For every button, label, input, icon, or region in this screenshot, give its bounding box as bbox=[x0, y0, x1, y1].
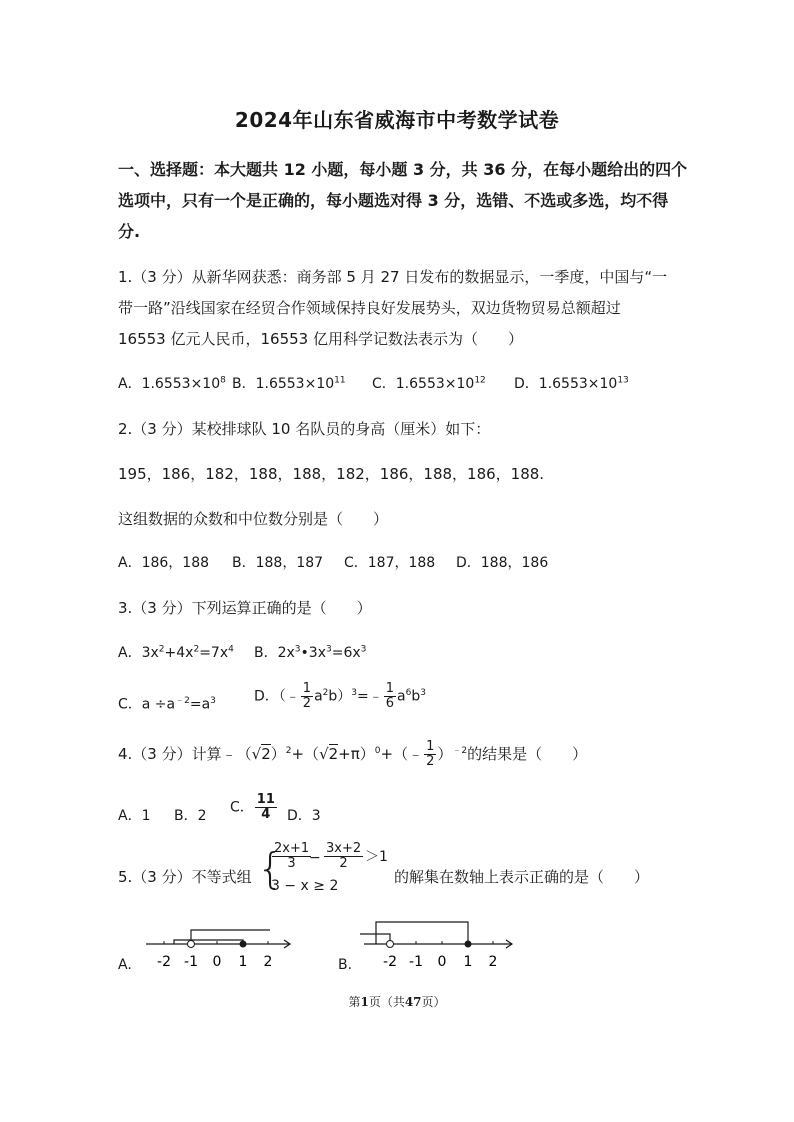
solution-ray bbox=[191, 930, 270, 944]
tick-label: -2 bbox=[157, 954, 171, 970]
question-5-stem-suffix: 的解集在数轴上表示正确的是（ ） bbox=[394, 868, 650, 886]
left-brace: { bbox=[257, 844, 284, 893]
section-heading-line-3: 分. bbox=[118, 222, 141, 241]
question-1-line-2: 带一路”沿线国家在经贸合作领域保持良好发展势头，双边货物贸易总额超过 bbox=[118, 299, 621, 317]
question-2-data: 195，186，182，188，188，182，186，188，186，188. bbox=[118, 465, 545, 483]
tick-label: 0 bbox=[437, 954, 447, 970]
q3-option-a[interactable]: A．$3x^2+4x^2=7x^4$ bbox=[118, 644, 234, 661]
q1-option-b[interactable]: B．$1.6553\times 10^{11}$ bbox=[232, 375, 346, 392]
question-5-stem-prefix: 5.（3 分）不等式组 bbox=[118, 868, 252, 886]
q4-option-d[interactable]: D．3 bbox=[287, 808, 321, 824]
q1-option-d[interactable]: D．$1.6553\times 10^{13}$ bbox=[514, 375, 629, 392]
question-3-stem: 3.（3 分）下列运算正确的是（ ） bbox=[118, 599, 372, 617]
number-line-a bbox=[140, 920, 300, 976]
question-1-line-1: 1.（3 分）从新华网获悉：商务部 5 月 27 日发布的数据显示，一季度，中国与“一 bbox=[118, 268, 668, 286]
closed-point bbox=[465, 941, 472, 948]
q2-option-b[interactable]: B．188，187 bbox=[232, 555, 324, 571]
tick-label: 0 bbox=[212, 954, 222, 970]
fraction: $\frac{11}{4}$ bbox=[256, 792, 275, 822]
tick-label: 1 bbox=[238, 954, 248, 970]
section-heading-line-2: 选项中，只有一个是正确的，每小题选对得 3 分，选错、不选或多选，均不得 bbox=[118, 191, 669, 210]
fraction: $\frac{2x+1}{3}$ bbox=[274, 841, 310, 871]
q4-option-b[interactable]: B．2 bbox=[174, 808, 207, 824]
tick-label: -1 bbox=[409, 954, 423, 970]
open-point bbox=[387, 941, 394, 948]
q5-option-a[interactable]: A. bbox=[118, 957, 132, 973]
question-4-stem: 4.（3 分）计算$﹣(√2)^2+(√2+\pi)^0+(﹣$ $\frac{1}{2}$ ）$^{﹣2}$的结果是（ ） bbox=[118, 739, 588, 769]
q2-option-c[interactable]: C．187，188 bbox=[344, 555, 436, 571]
fraction: $\frac{1}{6}$ bbox=[385, 681, 395, 711]
question-1-line-3: 16553 亿元人民币，16553 亿用科学记数法表示为（ ） bbox=[118, 330, 523, 348]
tick-label: -2 bbox=[383, 954, 397, 970]
q2-option-a[interactable]: A．186，188 bbox=[118, 555, 210, 571]
tick-label: 1 bbox=[463, 954, 473, 970]
question-2-ask: 这组数据的众数和中位数分别是（ ） bbox=[118, 510, 389, 528]
q3-option-d[interactable]: D．（﹣ $\frac{1}{2}$ $a^2b)^3=﹣$ $\frac{1}{6}$ $a^6b^3$ bbox=[254, 681, 426, 711]
tick-label: -1 bbox=[184, 954, 198, 970]
question-2-stem: 2.（3 分）某校排球队 10 名队员的身高（厘米）如下： bbox=[118, 420, 491, 438]
q5-option-b[interactable]: B. bbox=[338, 957, 353, 973]
inequality-2: 3 − x ≥ 2 bbox=[271, 878, 339, 894]
inequality-system bbox=[257, 842, 392, 898]
tick-label: 2 bbox=[488, 954, 498, 970]
sqrt-symbol: √2 bbox=[251, 745, 271, 763]
fraction: $\frac{1}{2}$ bbox=[302, 681, 312, 711]
greater-than: ＞1 bbox=[365, 849, 388, 865]
minus-sign: − bbox=[309, 850, 321, 866]
sqrt-symbol: √2 bbox=[319, 745, 339, 763]
page-title: 2024年山东省威海市中考数学试卷 bbox=[234, 108, 560, 132]
fraction: $\frac{3x+2}{2}$ bbox=[326, 841, 362, 871]
closed-point bbox=[240, 941, 247, 948]
q3-option-c[interactable]: C．$a \div a^{﹣2}=a^3$ bbox=[118, 696, 216, 713]
q2-option-d[interactable]: D．188，186 bbox=[456, 555, 549, 571]
q1-option-a[interactable]: A．$1.6553\times 10^8$ bbox=[118, 375, 226, 392]
q4-option-c[interactable]: C． $\frac{11}{4}$ bbox=[230, 792, 275, 822]
open-point bbox=[188, 941, 195, 948]
section-heading-line-1: 一、选择题：本大题共 12 小题，每小题 3 分，共 36 分，在每小题给出的四个 bbox=[118, 160, 688, 179]
page-footer: 第1页（共47页） bbox=[348, 995, 446, 1009]
q4-option-a[interactable]: A．1 bbox=[118, 808, 151, 824]
q3-option-b[interactable]: B．$2x^3•3x^3=6x^3$ bbox=[254, 644, 367, 661]
tick-label: 2 bbox=[263, 954, 273, 970]
q1-option-c[interactable]: C．$1.6553\times 10^{12}$ bbox=[372, 375, 486, 392]
number-line-b bbox=[358, 918, 520, 976]
fraction: $\frac{1}{2}$ bbox=[426, 739, 435, 769]
solution-ray-left bbox=[360, 934, 390, 944]
